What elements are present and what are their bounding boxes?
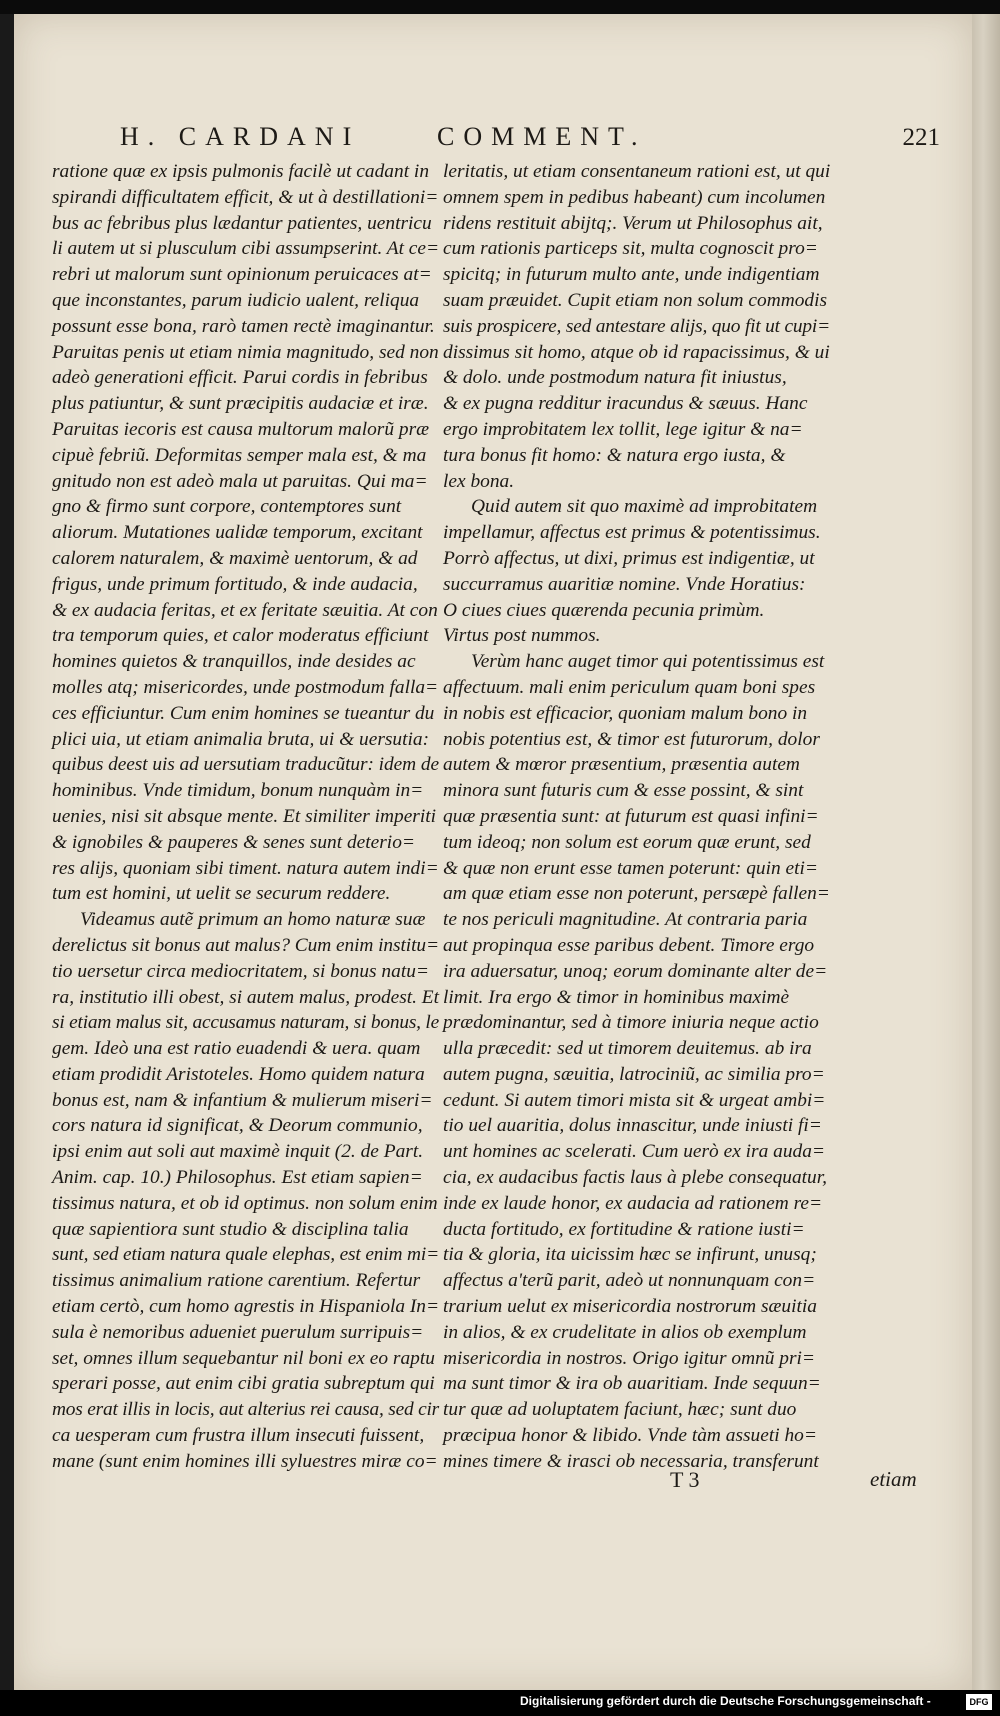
text-line: cia, ex audacibus factis laus à plebe consequatur, (443, 1167, 827, 1189)
text-line: Quid autem sit quo maximè ad improbitatem (471, 496, 818, 518)
text-line: & ex pugna redditur iracundus & sæuus. Hanc (443, 393, 808, 415)
text-line: limit. Ira ergo & timor in hominibus maximè (443, 986, 790, 1008)
text-line: & dolo. unde postmodum natura fit iniustus, (443, 367, 787, 389)
text-line: tia & gloria, ita uicissim hæc se infirunt, unusq; (443, 1244, 817, 1266)
text-line: mines timere & irasci ob necessaria, transferunt (443, 1450, 819, 1472)
text-line: ca uesperam cum frustra illum insecuti fuissent, (52, 1425, 425, 1447)
text-line: affectuum. mali enim periculum quam boni spes (443, 676, 816, 698)
text-line: in nobis est efficacior, quoniam malum bono in (443, 702, 808, 724)
text-line: O ciues ciues quærenda pecunia primùm. (443, 599, 765, 621)
text-line: possunt esse bona, rarò tamen rectè imaginantur. (52, 315, 435, 337)
text-line: frigus, unde primum fortitudo, & inde audacia, (52, 573, 418, 595)
text-line: cedunt. Si autem timori mista sit & urgeat ambi= (443, 1089, 826, 1111)
text-line: impellamur, affectus est primus & potentissimus. (443, 522, 821, 544)
text-line: tissimus natura, et ob id optimus. non solum enim (52, 1192, 438, 1214)
text-line: Videamus autẽ primum an homo naturæ suæ (80, 909, 426, 931)
text-line: tura bonus fit homo: & natura ergo iusta, & (443, 444, 786, 466)
text-line: tum est homini, ut uelit se securum reddere. (52, 883, 391, 905)
text-line: ira aduersatur, unoq; eorum dominante alter de= (443, 960, 828, 982)
text-line: tio uersetur circa mediocritatem, si bonus natu= (52, 960, 429, 982)
text-line: uenies, nisi sit absque mente. Et similiter imperiti (52, 805, 437, 827)
text-line: gem. Ideò una est ratio euadendi & uera. quam (52, 1038, 421, 1060)
text-line: unt homines ac scelerati. Cum uerò ex ira auda= (443, 1141, 825, 1163)
text-line: ergo improbitatem lex tollit, lege igitur & na= (443, 418, 803, 440)
text-line: cipuè febriũ. Deformitas semper mala est, & ma (52, 444, 427, 466)
text-line: rebri ut malorum sunt opinionum peruicaces at= (52, 264, 432, 286)
text-line: calorem naturalem, & maximè uentorum, & ad (52, 547, 418, 569)
text-line: res alijs, quoniam sibi timent. natura autem indi= (52, 857, 439, 879)
text-line: homines quietos & tranquillos, inde desides ac (52, 651, 416, 673)
text-line: Anim. cap. 10.) Philosophus. Est etiam sapien= (52, 1167, 423, 1189)
text-line: ducta fortitudo, ex fortitudine & ratione iusti= (443, 1218, 805, 1240)
text-line: Verùm hanc auget timor qui potentissimus est (471, 651, 825, 673)
text-line: suis prospicere, sed antestare alijs, quo fit ut cupi= (443, 315, 830, 337)
text-line: quibus deest uis ad uersutiam traducũtur: idem de (52, 754, 439, 776)
text-line: tra temporum quies, et calor moderatus efficiunt (52, 625, 429, 647)
text-line: ipsi enim aut soli aut maximè inquit (2. de Part. (52, 1141, 424, 1163)
text-line: bus ac febribus plus lædantur patientes, uentricu (52, 212, 432, 234)
text-line: aliorum. Mutationes ualidæ temporum, excitant (52, 522, 423, 544)
text-line: gnitudo non est adeò mala ut paruitas. Qui ma= (52, 470, 428, 492)
footer-credit: Digitalisierung gefördert durch die Deutsche Forschungsgemeinschaft - (520, 1694, 931, 1708)
text-line: Paruitas iecoris est causa multorum malorũ præ (52, 418, 430, 440)
text-line: te nos periculi magnitudine. At contraria paria (443, 909, 808, 931)
text-line: hominibus. Vnde timidum, bonum nunquàm in= (52, 780, 424, 802)
text-line: quæ sapientiora sunt studio & disciplina talia (52, 1218, 409, 1240)
running-head-title: COMMENT. (437, 122, 647, 151)
text-line: nobis potentius est, & timor est futurorum, dolor (443, 728, 820, 750)
text-line: spirandi difficultatem efficit, & ut à destillationi= (52, 186, 439, 208)
signature-mark: T 3 (670, 1467, 700, 1492)
text-line: trarium uelut ex misericordia nostrorum sæuitia (443, 1296, 817, 1318)
text-line: inde ex laude honor, ex audacia ad rationem re= (443, 1192, 823, 1214)
text-line: tissimus animalium ratione carentium. Refertur (52, 1270, 421, 1292)
text-line: ridens restituit abijtq;. Verum ut Philosophus ait, (443, 212, 823, 234)
text-line: sula è nemoribus adueniet puerulum surripuis= (52, 1321, 424, 1343)
text-line: prædominantur, sed à timore iniuria neque actio (443, 1012, 819, 1034)
text-line: ces efficiuntur. Cum enim homines se tueantur du (52, 702, 435, 724)
text-line: quæ præsentia sunt: at futurum est quasi infini= (443, 805, 819, 827)
text-line: leritatis, ut etiam consentaneum rationi est, ut qui (443, 161, 831, 182)
text-line: & ignobiles & pauperes & senes sunt deterio= (52, 831, 415, 853)
text-line: misericordia in nostros. Origo igitur omnũ pri= (443, 1347, 816, 1369)
text-line: Paruitas penis ut etiam nimia magnitudo, sed non (52, 341, 439, 363)
running-head (120, 122, 940, 156)
text-line: bonus est, nam & infantium & mulierum miseri= (52, 1089, 433, 1111)
running-head-author: H. CARDANI (120, 122, 361, 151)
text-line: cum rationis particeps sit, multa cognoscit pro= (443, 238, 818, 260)
dfg-logo: DFG (966, 1694, 992, 1710)
text-line: adeò generationi efficit. Parui cordis in febribus (52, 367, 428, 389)
text-line: Porrò affectus, ut dixi, primus est indigentiæ, ut (443, 547, 815, 569)
text-line: mane (sunt enim homines illi syluestres miræ co= (52, 1450, 438, 1472)
text-line: sperari posse, aut enim cibi gratia subreptum qui (52, 1373, 435, 1395)
text-line: & quæ non erunt esse tamen poterunt: quin eti= (443, 857, 819, 879)
text-line: aut propinqua esse paribus debent. Timore ergo (443, 934, 815, 956)
scanner-top-strip (0, 0, 1000, 14)
text-line: tum ideoq; non solum est eorum quæ erunt, sed (443, 831, 811, 853)
text-line: affectus a'terũ parit, adeò ut nonnunquam con= (443, 1270, 816, 1292)
text-line: tio uel auaritia, dolus innascitur, unde iniusti fi= (443, 1115, 822, 1137)
text-line: præcipua honor & libido. Vnde tàm assueti ho= (443, 1425, 817, 1447)
text-line: li autem ut si plusculum cibi assumpserint. At ce= (52, 238, 440, 260)
text-line: ulla præcedit: sed ut timorem deuitemus. ab ira (443, 1038, 812, 1060)
text-line: que inconstantes, parum iudicio ualent, reliqua (52, 289, 420, 311)
text-line: ratione quæ ex ipsis pulmonis facilè ut cadant in (52, 161, 430, 182)
text-line: suam præuidet. Cupit etiam non solum commodis (443, 289, 828, 311)
text-line: ra, institutio illi obest, si autem malus, prodest. Et (52, 986, 439, 1008)
text-line: derelictus sit bonus aut malus? Cum enim institu= (52, 934, 439, 956)
text-line: dissimus sit homo, atque ob id rapacissimus, & ui (443, 341, 830, 363)
text-line: lex bona. (443, 470, 515, 492)
text-line: mos erat illis in locis, aut alterius rei causa, sed cir (52, 1399, 439, 1421)
text-line: ma sunt timor & ira ob auaritiam. Inde sequun= (443, 1373, 821, 1395)
text-line: autem & mœror præsentium, præsentia autem (443, 754, 800, 776)
text-line: succurramus auaritiæ nomine. Vnde Horatius: (443, 573, 806, 595)
text-line: etiam prodidit Aristoteles. Homo quidem natura (52, 1063, 425, 1085)
page-edge (972, 14, 1000, 1690)
text-line: cors natura id significat, & Deorum communio, (52, 1115, 423, 1137)
page-number: 221 (902, 124, 940, 151)
right-text-column (443, 159, 830, 1475)
text-line: si etiam malus sit, accusamus naturam, si bonus, le (52, 1012, 439, 1034)
text-line: minora sunt futuris cum & esse possint, & sint (443, 780, 804, 802)
text-line: autem pugna, sæuitia, latrociniũ, ac similia pro= (443, 1063, 825, 1085)
text-line: plus patiuntur, & sunt præcipitis audaciæ et iræ. (52, 393, 429, 415)
text-line: gno & firmo sunt corpore, contemptores sunt (52, 496, 402, 518)
text-line: spicitq; in futurum multo ante, unde indigentiam (443, 264, 820, 286)
text-line: Virtus post nummos. (443, 625, 601, 647)
text-line: set, omnes illum sequebantur nil boni ex eo raptu (52, 1347, 435, 1369)
text-line: in alios, & ex crudelitate in alios ob exemplum (443, 1321, 807, 1343)
text-line: molles atq; misericordes, unde postmodum falla= (52, 676, 439, 698)
left-text-column (52, 159, 439, 1475)
catchword: etiam (870, 1467, 917, 1491)
text-line: sunt, sed etiam natura quale elephas, est enim mi= (52, 1244, 439, 1266)
text-line: omnem spem in pedibus habeant) cum incolumen (443, 186, 826, 208)
text-line: plici uia, ut etiam animalia bruta, ui & uersutia: (52, 728, 430, 750)
text-line: tur quæ ad uoluptatem faciunt, hæc; sunt duo (443, 1399, 797, 1421)
text-line: am quæ etiam esse non poterunt, persæpè fallen= (443, 883, 830, 905)
text-line: etiam certò, cum homo agrestis in Hispaniola In= (52, 1296, 439, 1318)
text-line: & ex audacia feritas, et ex feritate sæuitia. At con (52, 599, 438, 621)
